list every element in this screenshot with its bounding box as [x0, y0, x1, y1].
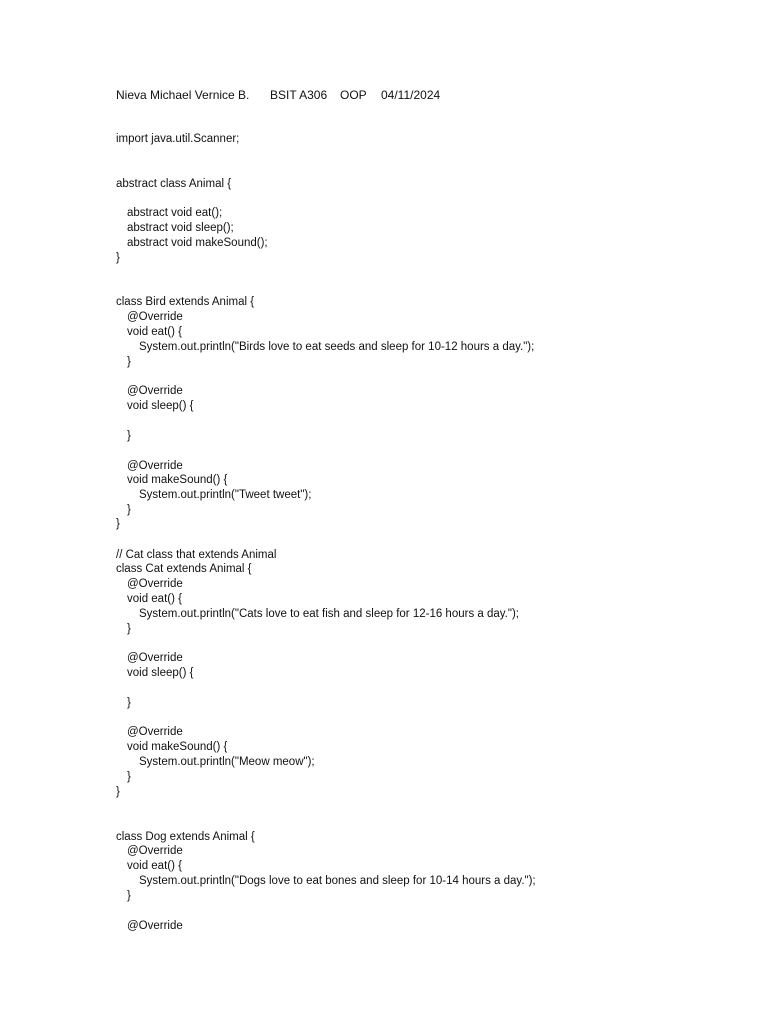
- dog-eat-close: }: [127, 890, 131, 902]
- dog-class-declaration: class Dog extends Animal {: [116, 831, 255, 843]
- animal-sleep-method: abstract void sleep();: [127, 222, 234, 234]
- animal-makesound-method: abstract void makeSound();: [127, 237, 268, 249]
- bird-class-declaration: class Bird extends Animal {: [116, 296, 255, 308]
- document-date: 04/11/2024: [381, 88, 441, 102]
- cat-eat-method: void eat() {: [127, 593, 182, 605]
- subject-label: OOP: [340, 88, 367, 102]
- cat-makesound-close: }: [127, 771, 131, 783]
- cat-override-annotation: @Override: [127, 578, 183, 590]
- cat-makesound-method: void makeSound() {: [127, 741, 228, 753]
- animal-class-close: }: [116, 252, 120, 264]
- cat-sleep-method: void sleep() {: [127, 667, 194, 679]
- code-listing: [116, 0, 736, 1024]
- cat-override-annotation: @Override: [127, 726, 183, 738]
- bird-eat-close: }: [127, 356, 131, 368]
- animal-eat-method: abstract void eat();: [127, 207, 223, 219]
- dog-eat-method: void eat() {: [127, 860, 182, 872]
- bird-makesound-method: void makeSound() {: [127, 474, 228, 486]
- cat-override-annotation: @Override: [127, 652, 183, 664]
- cat-comment: // Cat class that extends Animal: [116, 549, 277, 561]
- student-section: BSIT A306: [270, 88, 328, 102]
- cat-eat-print: System.out.println("Cats love to eat fish and sleep for 12-16 hours a day.");: [139, 608, 519, 620]
- student-name: Nieva Michael Vernice B.: [116, 88, 250, 102]
- dog-eat-print: System.out.println("Dogs love to eat bones and sleep for 10-14 hours a day.");: [139, 875, 536, 887]
- import-statement: import java.util.Scanner;: [116, 133, 240, 145]
- cat-class-close: }: [116, 786, 120, 798]
- bird-override-annotation: @Override: [127, 460, 183, 472]
- cat-class-declaration: class Cat extends Animal {: [116, 563, 252, 575]
- animal-class-declaration: abstract class Animal {: [116, 178, 232, 190]
- bird-sleep-close: }: [127, 430, 131, 442]
- bird-override-annotation: @Override: [127, 311, 183, 323]
- cat-sleep-close: }: [127, 697, 131, 709]
- bird-class-close: }: [116, 518, 120, 530]
- cat-sound-print: System.out.println("Meow meow");: [139, 756, 315, 768]
- bird-eat-print: System.out.println("Birds love to eat seeds and sleep for 10-12 hours a day.");: [139, 341, 535, 353]
- bird-sound-print: System.out.println("Tweet tweet");: [139, 489, 312, 501]
- bird-override-annotation: @Override: [127, 385, 183, 397]
- cat-eat-close: }: [127, 623, 131, 635]
- bird-eat-method: void eat() {: [127, 326, 182, 338]
- dog-override-annotation: @Override: [127, 845, 183, 857]
- bird-sleep-method: void sleep() {: [127, 400, 194, 412]
- bird-makesound-close: }: [127, 504, 131, 516]
- dog-override-annotation: @Override: [127, 920, 183, 932]
